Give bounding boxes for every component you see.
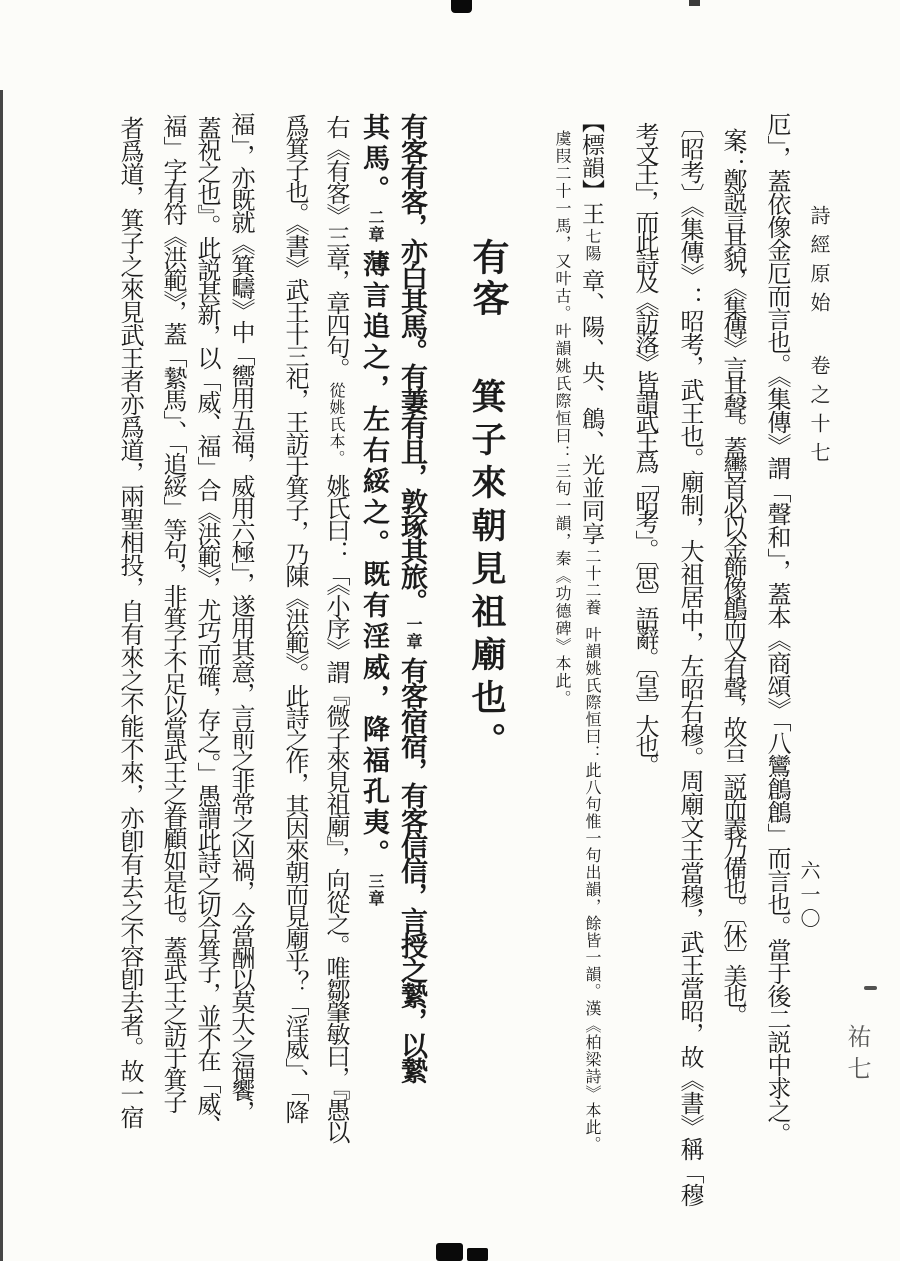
running-head xyxy=(800,205,828,471)
scan-speck xyxy=(864,986,877,990)
book-title: 詩經原始 xyxy=(807,205,829,321)
commentary-column-left-6 xyxy=(109,116,141,1128)
small-commentary: 叶韻姚氏際恒曰：此八句惟一句出韻，餘皆一韻。漢《柏梁詩》本此。 xyxy=(583,626,600,1153)
text-segment: 福」字有符《洪範》，蓋「縶馬」、「追綏」等句，非箕子不足以當武王之眷顧如是也。蓋武王之訪于箕子 xyxy=(159,114,185,1112)
commentary-column-right-2 xyxy=(712,128,744,1024)
chapter-marker: 一章 xyxy=(404,616,421,650)
margin-note-text: 祐七 xyxy=(843,1024,869,1088)
text-segment: 姚氏曰：「《小序》謂『微子來見祖廟』，向從之。唯鄒肇敏曰，『愚以 xyxy=(322,474,348,1142)
commentary-column-right-1 xyxy=(756,112,788,1145)
text-segment: 爲箕子也。《書》武王十三祀，王訪于箕子，乃陳《洪範》。此詩之作，其因來朝而見廟乎？「淫威」、「降 xyxy=(281,114,307,1122)
scan-blemish-bottom-1 xyxy=(436,1243,463,1261)
poem-line: 薄言追之，左右綏之。既有淫威，降福孔夷。 xyxy=(359,250,389,870)
scan-blemish-top-small xyxy=(689,0,700,6)
text-segment: 〔昭考〕《集傳》：昭考，武王也。廟制，大祖居中，左昭右穆。周廟文王當穆，武王當昭，故《書》稱「穆 xyxy=(676,114,702,1206)
rhyme-category-note: 二十二養 xyxy=(583,548,600,616)
text-segment: 右《有客》三章，章四句。 xyxy=(322,115,348,379)
commentary-column-left-1 xyxy=(315,115,347,1142)
small-commentary: 虞叚二十一馬，又叶古。叶韻姚氏際恒曰：三句一韻，秦《功德碑》本此。 xyxy=(553,130,570,708)
chapter-marker: 三章 xyxy=(366,873,383,907)
commentary-column-left-5 xyxy=(152,114,184,1112)
text-segment: 案：鄭説言其貌，《集傳》言其聲。蓋轡首必以金飾像鶬而又有聲，故合二説而義乃備也。〔休〕美也。 xyxy=(719,128,745,1024)
commentary-column-left-3 xyxy=(220,112,252,1122)
source-note: 從姚氏本。 xyxy=(327,382,344,467)
scan-edge-line xyxy=(0,90,3,1261)
poem-subtitle-text: 箕子來朝見祖廟也。 xyxy=(467,378,506,765)
text-segment: 者爲道，箕子之來見武王者亦爲道，兩聖相投，自有來之不能不來，亦卽有去之不容卽去者。故一宿 xyxy=(116,116,142,1128)
poem-title-text: 有客 xyxy=(466,238,507,320)
rhyme-note-sub-column xyxy=(548,130,570,708)
margin-note xyxy=(838,1024,868,1088)
commentary-column-left-4 xyxy=(186,116,218,1136)
poem-line: 有客有客，亦白其馬。有萋有且，敦琢其旅。 xyxy=(397,113,427,613)
rhyme-note-column xyxy=(571,110,603,1160)
text-segment: 章、陽、央、鶬、光並同享 xyxy=(579,269,604,545)
poem-line: 有客宿宿，有客信信，言授之縶，以縶 xyxy=(397,657,427,1082)
page-number xyxy=(790,860,818,932)
commentary-column-right-4 xyxy=(624,122,656,774)
page-number-text: 六一〇 xyxy=(797,860,819,932)
commentary-column-left-2 xyxy=(274,114,306,1122)
text-segment: 【標韻】王 xyxy=(579,110,604,225)
scan-blemish-top xyxy=(451,0,472,13)
text-segment: 厄」，蓋依像金厄而言也。《集傳》謂「聲和」，蓋本《商頌》「八鸞鶬鶬」而言也。當于後二説中求之。 xyxy=(763,112,789,1145)
poem-column-2 xyxy=(352,113,388,914)
text-segment: 考文王」，而此詩及《訪落》皆謂武王爲「昭考」。〔思〕語辭。〔皇〕大也。 xyxy=(631,122,657,774)
poem-column-1 xyxy=(390,113,426,1082)
scan-blemish-bottom-2 xyxy=(467,1248,488,1261)
text-segment: 福」，亦既就《箕疇》中「嚮用五福，威用六極」，遂用其意，言前之非常之凶禍，今當酬以莫大之福饗， xyxy=(227,112,253,1122)
volume-label: 卷之十七 xyxy=(807,355,829,471)
chapter-marker: 二章 xyxy=(366,209,383,243)
poem-title-column xyxy=(460,238,506,765)
commentary-column-right-3 xyxy=(669,114,701,1206)
rhyme-category-note: 七陽 xyxy=(583,228,600,262)
poem-line: 其馬。 xyxy=(359,113,389,206)
text-segment: 蓋祝之也』。此説甚新，以「威、福」合《洪範》，尤巧而確，存之。」愚謂此詩之切合箕子，並不在「威、 xyxy=(193,116,219,1136)
